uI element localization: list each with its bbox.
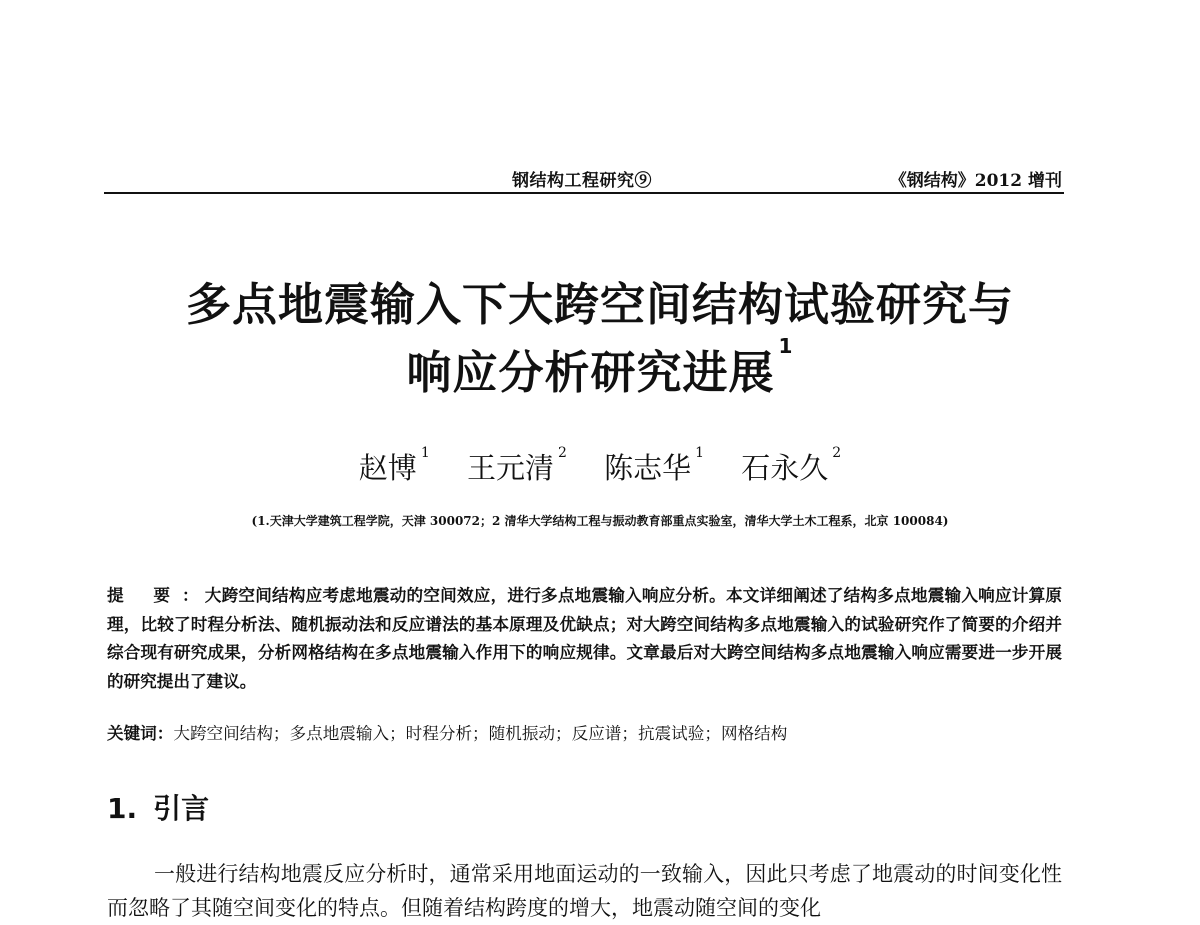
author [741,446,841,487]
keywords-text: 大跨空间结构；多点地震输入；时程分析；随机振动；反应谱；抗震试验；网格结构 [173,724,788,743]
body-paragraph: 一般进行结构地震反应分析时，通常采用地面运动的一致输入，因此只考虑了地震动的时间变化性而忽略了其随空间变化的特点。但随着结构跨度的增大，地震动随空间的变化 [107,862,1062,920]
section-title: 引言 [153,792,210,825]
author-name: 王元清 [466,451,554,485]
paper-title-line-1 [0,268,1200,333]
abstract-label: 提 要： [107,585,211,605]
author-list [0,446,1200,487]
section-number: 1. [107,792,138,825]
header-journal-name: 《钢结构》2012 增刊 [889,171,1062,191]
author-affiliation-marker: 1 [695,445,705,461]
author-name: 石永久 [741,451,829,485]
title-text-2: 响应分析研究进展 [406,346,775,399]
author-affiliation-marker: 2 [557,445,567,461]
title-text-1: 多点地震输入下大跨空间结构试验研究与 [185,278,1014,331]
keywords-label: 关键词： [107,723,174,743]
affiliations: (1.天津大学建筑工程学院，天津 300072；2 清华大学结构工程与振动教育部重点实验室，清华大学土木工程系，北京 100084) [251,514,949,528]
abstract [107,581,1062,695]
author [359,446,430,487]
section-heading-introduction [107,787,209,827]
author-name: 赵博 [358,451,417,485]
header-series-title: 钢结构工程研究⑨ [512,171,652,191]
paper-title-line-2 [0,336,1200,401]
keywords [107,719,1062,748]
abstract-text: 大跨空间结构应考虑地震动的空间效应，进行多点地震输入响应分析。本文详细阐述了结构多点地震输入响应计算原理，比较了时程分析法、随机振动法和反应谱法的基本原理及优缺点；对大跨空间结构多点地震输入的试验研究作了简要的介绍并综合现有研究成果，分析网格结构在多点地震输入作用下的响应规律。文章最后对大跨空间结构多点地震输入响应需要进一步开展的研究提出了建议。 [107,585,1062,691]
author [604,446,704,487]
title-footnote-marker: 1 [778,334,794,358]
author-affiliation-marker: 1 [420,445,430,461]
running-header [104,160,1064,194]
author-name: 陈志华 [604,451,692,485]
author-affiliation-marker: 2 [832,445,842,461]
author [467,446,567,487]
